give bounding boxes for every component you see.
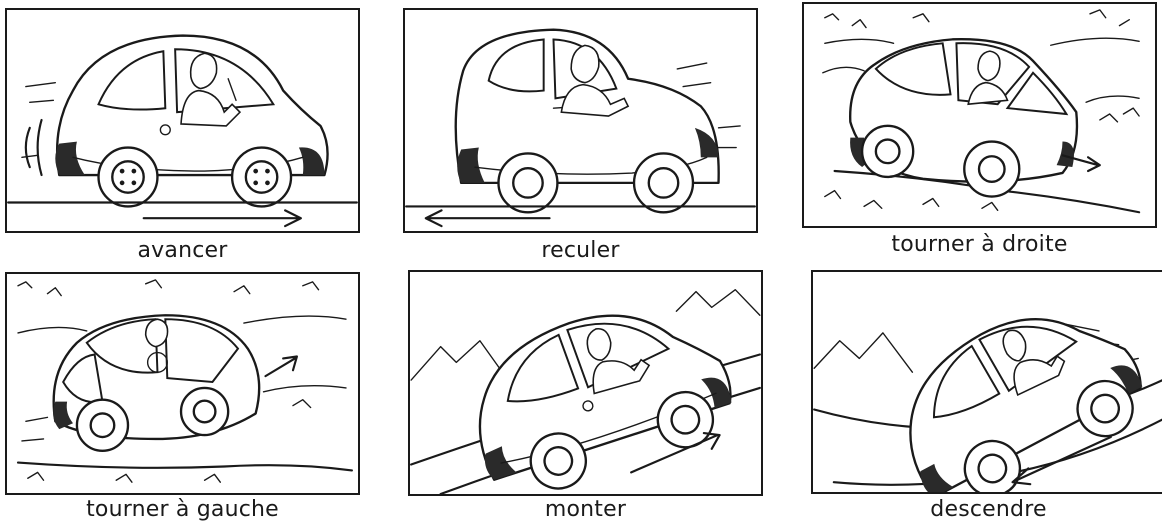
- panel-descendre: [811, 270, 1162, 494]
- caption-descendre: descendre: [930, 497, 1047, 522]
- car-moving-forward-illustration: [7, 10, 358, 231]
- panel-tourner-gauche: [5, 272, 360, 495]
- panel-tourner-droite: [802, 2, 1157, 228]
- caption-monter: monter: [544, 497, 627, 522]
- caption-tourner-droite: tourner à droite: [891, 232, 1068, 257]
- panel-monter: [408, 270, 763, 496]
- panel-avancer: [5, 8, 360, 233]
- caption-reculer: reculer: [541, 238, 620, 263]
- car-going-downhill-illustration: [813, 272, 1162, 492]
- caption-tourner-gauche: tourner à gauche: [86, 497, 279, 522]
- panel-reculer: [403, 8, 758, 233]
- car-reversing-illustration: [405, 10, 756, 231]
- car-going-uphill-illustration: [410, 272, 761, 494]
- caption-avancer: avancer: [137, 238, 228, 263]
- car-turning-right-illustration: [804, 4, 1155, 226]
- car-turning-left-illustration: [7, 274, 358, 493]
